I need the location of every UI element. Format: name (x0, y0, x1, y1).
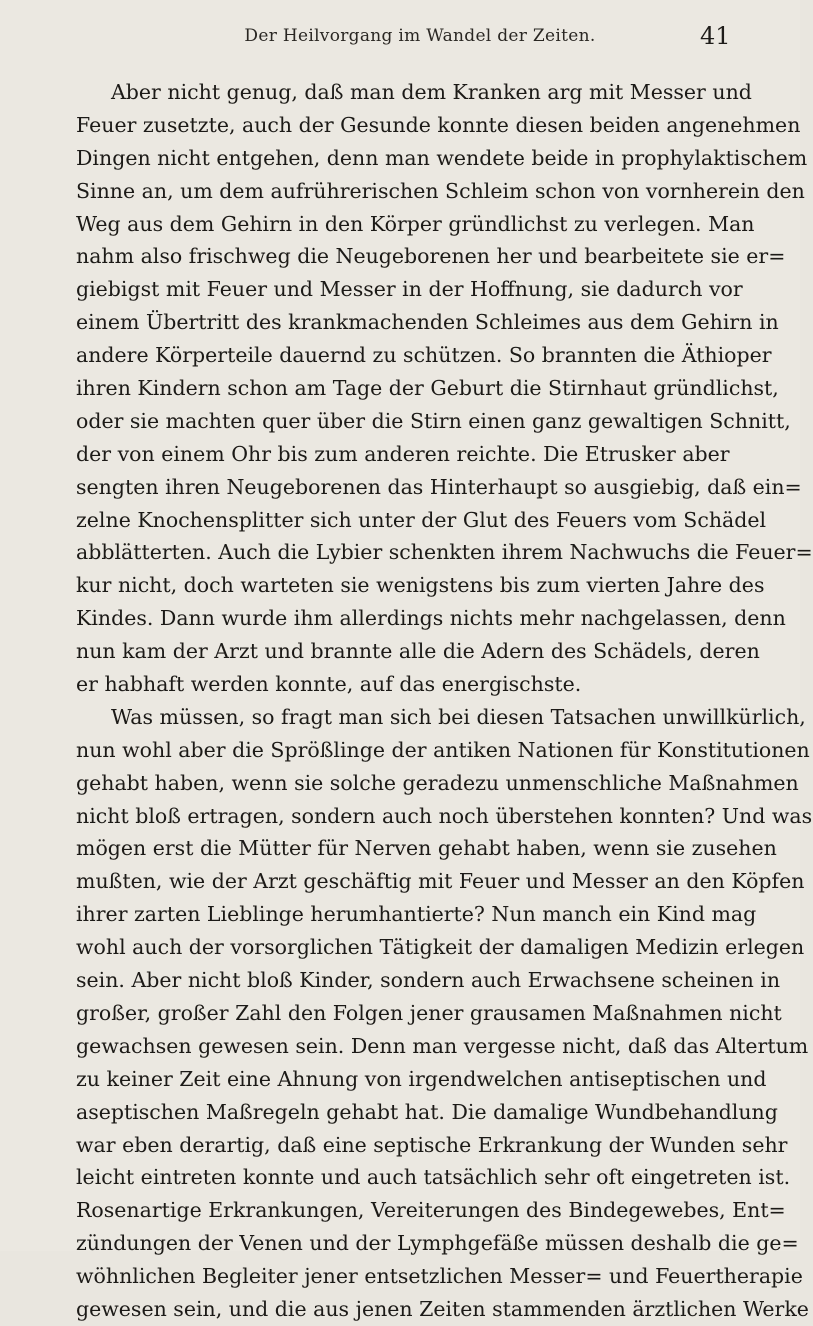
text-line: sein. Aber nicht bloß Kinder, sondern auch Erwachsene scheinen in (76, 968, 781, 993)
text-line: der von einem Ohr bis zum anderen reichte. Die Etrusker aber (76, 441, 730, 466)
text-line: abblätterten. Auch die Lybier schenkten ihrem Nachwuchs die Feuer= (76, 540, 813, 565)
text-line: andere Körperteile dauernd zu schützen. So brannten die Äthioper (76, 343, 772, 368)
text-line: Was müssen, so fragt man sich bei diesen Tatsachen unwillkürlich, (111, 704, 806, 729)
text-line: leicht eintreten konnte und auch tatsächlich sehr oft eingetreten ist. (76, 1165, 791, 1190)
body-text (76, 76, 813, 1326)
text-line: Sinne an, um dem aufrührerischen Schleim schon von vornherein den (76, 178, 805, 203)
page-number: 41 (700, 22, 731, 50)
text-line: Weg aus dem Gehirn in den Körper gründlichst zu verlegen. Man (76, 211, 755, 236)
text-line: gewachsen gewesen sein. Denn man vergesse nicht, daß das Altertum (76, 1033, 809, 1058)
text-line: einem Übertritt des krankmachenden Schleimes aus dem Gehirn in (76, 310, 779, 335)
text-line: mögen erst die Mütter für Nerven gehabt haben, wenn sie zusehen (76, 836, 777, 861)
text-line: nun kam der Arzt und brannte alle die Adern des Schädels, deren (76, 639, 760, 664)
text-line: wöhnlichen Begleiter jener entsetzlichen Messer= und Feuertherapie (76, 1264, 803, 1289)
text-line: zündungen der Venen und der Lymphgefäße müssen deshalb die ge= (76, 1231, 799, 1256)
text-line: Dingen nicht entgehen, denn man wendete beide in prophylaktischem (76, 145, 808, 170)
running-head-title: Der Heilvorgang im Wandel der Zeiten. (244, 26, 596, 46)
text-line: zu keiner Zeit eine Ahnung von irgendwelchen antiseptischen und (76, 1066, 767, 1091)
text-line: nun wohl aber die Sprößlinge der antiken Nationen für Konstitutionen (76, 737, 810, 762)
text-line: oder sie machten quer über die Stirn einen ganz gewaltigen Schnitt, (76, 408, 791, 433)
text-line: nahm also frischweg die Neugeborenen her und bearbeitete sie er= (76, 244, 786, 269)
text-line: gehabt haben, wenn sie solche geradezu unmenschliche Maßnahmen (76, 770, 799, 795)
running-head (0, 22, 800, 58)
text-line: aseptischen Maßregeln gehabt hat. Die damalige Wundbehandlung (76, 1099, 778, 1124)
text-line: mußten, wie der Arzt geschäftig mit Feuer und Messer an den Köpfen (76, 869, 805, 894)
text-line: Kindes. Dann wurde ihm allerdings nichts mehr nachgelassen, denn (76, 606, 786, 631)
text-line: Rosenartige Erkrankungen, Vereiterungen des Bindegewebes, Ent= (76, 1198, 786, 1223)
text-line: ihrer zarten Lieblinge herumhantierte? Nun manch ein Kind mag (76, 902, 757, 927)
text-line: giebigst mit Feuer und Messer in der Hoffnung, sie dadurch vor (76, 277, 743, 302)
text-line: ihren Kindern schon am Tage der Geburt die Stirnhaut gründlichst, (76, 376, 779, 401)
text-line: Aber nicht genug, daß man dem Kranken arg mit Messer und (111, 80, 752, 104)
text-line: wohl auch der vorsorglichen Tätigkeit der damaligen Medizin erlegen (76, 935, 805, 960)
text-line: gewesen sein, und die aus jenen Zeiten stammenden ärztlichen Werke (76, 1296, 809, 1321)
text-line: er habhaft werden konnte, auf das energischste. (76, 672, 582, 697)
text-line: sengten ihren Neugeborenen das Hinterhaupt so ausgiebig, daß ein= (76, 474, 802, 499)
text-line: war eben derartig, daß eine septische Erkrankung der Wunden sehr (76, 1132, 788, 1157)
text-line: zelne Knochensplitter sich unter der Glut des Feuers vom Schädel (76, 507, 767, 532)
text-line: kur nicht, doch warteten sie wenigstens bis zum vierten Jahre des (76, 573, 765, 598)
text-line: Feuer zusetzte, auch der Gesunde konnte diesen beiden angenehmen (76, 112, 801, 137)
text-line: großer, großer Zahl den Folgen jener grausamen Maßnahmen nicht (76, 1000, 782, 1025)
text-line: nicht bloß ertragen, sondern auch noch überstehen konnten? Und was (76, 803, 813, 828)
